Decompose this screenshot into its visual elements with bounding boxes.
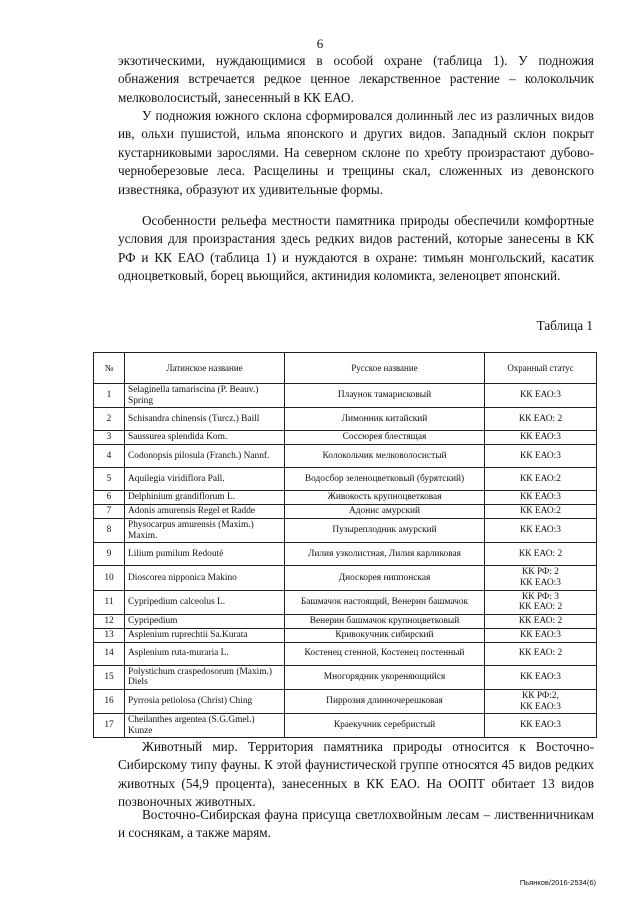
cell-latin: Schisandra chinensis (Turcz.) Baill: [125, 408, 285, 431]
cell-num: 11: [94, 590, 125, 614]
cell-latin: Saussurea splendida Kom.: [125, 431, 285, 445]
cell-num: 17: [94, 714, 125, 738]
cell-latin: Asplenium ruta-muraria L.: [125, 642, 285, 665]
table-row: [94, 519, 597, 543]
table-row: [94, 628, 597, 642]
table-row: [94, 431, 597, 445]
cell-latin: Cheilanthes argentea (S.G.Gmel.) Kunze: [125, 714, 285, 738]
cell-latin: Cypripedium: [125, 614, 285, 628]
cell-status: КК РФ: 2 КК ЕАО:3: [485, 566, 597, 590]
cell-num: 5: [94, 468, 125, 491]
cell-status: КК ЕАО:2: [485, 505, 597, 519]
cell-num: 3: [94, 431, 125, 445]
cell-num: 16: [94, 689, 125, 713]
cell-num: 1: [94, 384, 125, 408]
cell-status: КК ЕАО:3: [485, 491, 597, 505]
cell-russian: Водосбор зеленоцветковый (бурятский): [285, 468, 485, 491]
table-row: [94, 408, 597, 431]
species-table: [93, 352, 597, 738]
cell-russian: Плаунок тамарисковый: [285, 384, 485, 408]
paragraph-5: Восточно-Сибирская фауна присуща светлохвойным лесам – лиственничникам и соснякам, а также марям.: [118, 807, 594, 841]
cell-num: 7: [94, 505, 125, 519]
cell-latin: Aquilegia viridiflora Pall.: [125, 468, 285, 491]
cell-russian: Лимонник китайский: [285, 408, 485, 431]
cell-latin: Codonopsis pilosula (Franch.) Nannf.: [125, 445, 285, 468]
table-row: [94, 689, 597, 713]
cell-status: КК ЕАО: 2: [485, 408, 597, 431]
cell-russian: Башмачок настоящий, Венерин башмачок: [285, 590, 485, 614]
cell-russian: Кривокучник сибирский: [285, 628, 485, 642]
cell-latin: Dioscorea nipponica Makino: [125, 566, 285, 590]
cell-num: 8: [94, 519, 125, 543]
page-number: 6: [316, 36, 324, 51]
cell-latin: Selaginella tamariscina (P. Beauv.) Spring: [125, 384, 285, 408]
cell-russian: Пузыреплодник амурский: [285, 519, 485, 543]
cell-latin: Asplenium ruprechtii Sa.Kurata: [125, 628, 285, 642]
cell-russian: Адонис амурский: [285, 505, 485, 519]
header-latin: Латинское название: [125, 353, 285, 384]
cell-num: 14: [94, 642, 125, 665]
cell-latin: Cypripedium calceolus L.: [125, 590, 285, 614]
paragraph-2: У подножия южного склона сформировался долинный лес из различных видов ив, ольхи пушистой, ильма японского и других видов. Западный склон покрыт кустарниковыми зарослями. На северном склоне по хребту произрастают дубово-черноберезовые леса. Расщелины и трещины скал, сложенных из девонского известняка, образуют их удивительные формы.: [118, 108, 594, 197]
cell-russian: Живокость крупноцветковая: [285, 491, 485, 505]
cell-russian: Венерин башмачок крупноцветковый: [285, 614, 485, 628]
cell-num: 10: [94, 566, 125, 590]
cell-status: КК ЕАО:3: [485, 628, 597, 642]
cell-status: КК ЕАО:3: [485, 519, 597, 543]
table-row: [94, 642, 597, 665]
cell-num: 9: [94, 543, 125, 566]
cell-latin: Polystichum craspedosorum (Maxim.) Diels: [125, 665, 285, 689]
paragraph-4: Животный мир. Территория памятника природы относится к Восточно-Сибирскому типу фауны. К этой фаунистической группе относятся 45 видов редких животных (54,9 процента), занесенных в КК ЕАО. На ООПТ обитает 13 видов позвоночных животных.: [118, 739, 594, 810]
footer-code: Пьянков/2016-2534(6): [519, 878, 596, 887]
cell-num: 13: [94, 628, 125, 642]
paragraph-1: экзотическими, нуждающимися в особой охране (таблица 1). У подножия обнажения встречается редкое ценное лекарственное растение – колокольчик мелковолосистый, занесенный в КК ЕАО.: [118, 53, 594, 105]
cell-status: КК ЕАО: 2: [485, 642, 597, 665]
cell-latin: Lilium pumilum Redouté: [125, 543, 285, 566]
cell-num: 15: [94, 665, 125, 689]
cell-latin: Delphinium grandiflorum L.: [125, 491, 285, 505]
table-row: [94, 491, 597, 505]
cell-status: КК ЕАО: 2: [485, 543, 597, 566]
cell-status: КК ЕАО: 2: [485, 614, 597, 628]
table-caption: Таблица 1: [536, 318, 593, 333]
cell-status: КК ЕАО:2: [485, 468, 597, 491]
table-header-row: [94, 353, 597, 384]
table-row: [94, 468, 597, 491]
table-body: [94, 384, 597, 738]
cell-status: КК ЕАО:3: [485, 431, 597, 445]
table-row: [94, 614, 597, 628]
cell-num: 4: [94, 445, 125, 468]
cell-status: КК РФ:2, КК ЕАО:3: [485, 689, 597, 713]
cell-num: 2: [94, 408, 125, 431]
cell-russian: Диоскорея ниппонская: [285, 566, 485, 590]
cell-status: КК ЕАО:3: [485, 445, 597, 468]
paragraph-3: Особенности рельефа местности памятника природы обеспечили комфортные условия для произрастания здесь редких видов растений, которые занесены в КК РФ и КК ЕАО (таблица 1) и нуждаются в охране: тимьян монгольский, касатик одноцветковый, борец вьющийся, актинидия коломикта, зеленоцвет японский.: [118, 213, 594, 284]
cell-russian: Краекучник серебристый: [285, 714, 485, 738]
cell-russian: Колокольчик мелковолосистый: [285, 445, 485, 468]
header-status: Охранный статус: [485, 353, 597, 384]
header-num: №: [94, 353, 125, 384]
table-row: [94, 445, 597, 468]
table-row: [94, 543, 597, 566]
cell-status: КК ЕАО:3: [485, 384, 597, 408]
cell-latin: Adonis amurensis Regel et Radde: [125, 505, 285, 519]
cell-russian: Пиррозия длинночерешковая: [285, 689, 485, 713]
cell-latin: Physocarpus amurensis (Maxim.) Maxim.: [125, 519, 285, 543]
cell-russian: Лилия узколистная, Лилия карликовая: [285, 543, 485, 566]
cell-status: КК ЕАО:3: [485, 665, 597, 689]
cell-num: 12: [94, 614, 125, 628]
table-row: [94, 590, 597, 614]
table-row: [94, 505, 597, 519]
table-row: [94, 714, 597, 738]
cell-russian: Соссюрея блестящая: [285, 431, 485, 445]
cell-russian: Костенец стенной, Костенец постенный: [285, 642, 485, 665]
cell-num: 6: [94, 491, 125, 505]
cell-latin: Pyrrosia petiolosa (Christ) Ching: [125, 689, 285, 713]
table-row: [94, 566, 597, 590]
table-row: [94, 384, 597, 408]
cell-status: КК ЕАО:3: [485, 714, 597, 738]
table-row: [94, 665, 597, 689]
cell-russian: Многорядник укореняющийся: [285, 665, 485, 689]
cell-status: КК РФ: 3 КК ЕАО: 2: [485, 590, 597, 614]
header-russian: Русское название: [285, 353, 485, 384]
